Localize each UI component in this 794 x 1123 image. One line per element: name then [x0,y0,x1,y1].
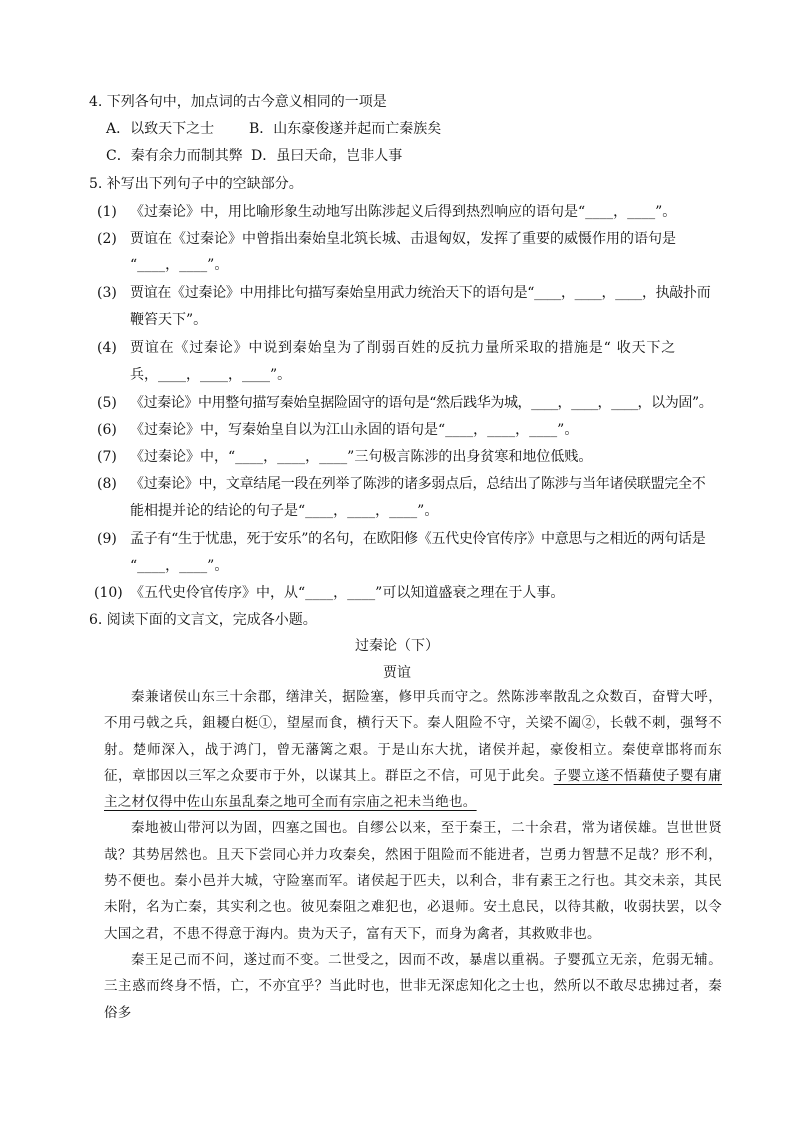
q5-item-text: 孟子有“生于忧患，死于安乐”的名句，在欧阳修《五代史伶官传序》中意思与之相近的两句话是 [130,531,706,547]
q5-item-number: (6) [97,422,117,438]
paragraph-1-text: 秦兼诸侯山东三十余郡，缮津关，据险塞，修甲兵而守之。然陈涉率散乱之众数百，奋臂大呼，不用弓戟之兵，鉏耰白梃①，望屋而食，横行天下。秦人阻险不守，关梁不阖②，长戟不刺，强弩不射。楚师深入，战于鸿门，曾无藩篱之艰。于是山东大扰，诸侯并起，豪俊相立。秦使章邯将而东征，章邯因以三军之众要市于外，以谋其上。群臣之不信，可见于此矣。 [104,689,722,784]
q5-item-text-cont: 兵，____，____，____”。 [130,367,292,383]
underlined-sentence: 子婴立遂不悟藉使子婴有庸主之材仅得中佐山东虽乱秦之地可全而有宗庙之祀未当绝也。 [104,767,722,811]
q5-item-number: (2) [97,231,117,247]
q5-item-text: 《过秦论》中，写秦始皇自以为江山永固的语句是“____，____，____”。 [130,422,579,438]
q5-item-text-cont: “____，____”。 [130,257,229,273]
q4-option-a: A．以致天下之士 [106,121,215,137]
q5-item-text: 贾谊在《过秦论》中曾指出秦始皇北筑长城、击退匈奴，发挥了重要的威慑作用的语句是 [130,231,676,247]
q4-option-b: B．山东豪俊遂并起而亡秦族矣 [249,121,442,137]
q5-item-text: 《五代史伶官传序》中，从“____，____”可以知道盛衰之理在于人事。 [130,585,565,601]
q5-item-text: 《过秦论》中用整句描写秦始皇据险固守的语句是“然后践华为城，____，____，____，以为固”。 [130,395,713,411]
passage-paragraph-1 [104,684,722,815]
q5-item-text: 《过秦论》中，用比喻形象生动地写出陈涉起义后得到热烈响应的语句是“____，____”。 [130,204,677,220]
q5-item-number: (7) [97,449,117,465]
q5-item-number: (9) [97,531,117,547]
q5-item-text: 贾谊在《过秦论》中说到秦始皇为了削弱百姓的反抗力量所采取的措施是“ 收天下之 [130,340,677,356]
q5-stem: 5. 补写出下列句子中的空缺部分。 [89,176,303,192]
q4-option-c: C．秦有余力而制其弊 [106,148,243,164]
passage-paragraph-2: 秦地被山带河以为固，四塞之国也。自缪公以来，至于秦王，二十余君，常为诸侯雄。岂世世贤哉？其势居然也。且天下尝同心并力攻秦矣，然困于阻险而不能进者，岂勇力智慧不足哉？形不利，势不便也。秦小邑并大城，守险塞而军。诸侯起于匹夫，以利合，非有素王之行也。其交未亲，其民未附，名为亡秦，其实利之也。彼见秦阻之难犯也，必退师。安土息民，以待其敝，收弱扶罢，以令大国之君，不患不得意于海内。贵为天子，富有天下，而身为禽者，其救败非也。 [104,820,722,942]
q5-item-number: (8) [97,476,117,492]
q4-option-d: D．虽曰天命，岂非人事 [251,148,403,164]
q5-item-number: (1) [97,204,117,220]
q5-item-number: (10) [94,585,123,601]
passage-author: 贾谊 [383,665,411,681]
q5-item-text: 贾谊在《过秦论》中用排比句描写秦始皇用武力统治天下的语句是“____，____，____，执敲扑而 [130,285,711,301]
q5-item-text: 《过秦论》中，“____，____，____”三句极言陈涉的出身贫寒和地位低贱。 [130,449,593,465]
q5-item-number: (3) [97,285,117,301]
q5-item-text-cont: 鞭笞天下”。 [130,312,208,328]
q4-stem: 4. 下列各句中，加点词的古今意义相同的一项是 [89,94,387,110]
q5-item-text-cont: 能相提并论的结论的句子是“____，____，____”。 [130,503,439,519]
q6-stem: 6. 阅读下面的文言文，完成各小题。 [89,612,317,628]
q5-item-text-cont: “____，____”。 [130,558,229,574]
passage-body [104,684,722,1026]
passage-paragraph-3: 秦王足己而不问，遂过而不变。二世受之，因而不改，暴虐以重祸。子婴孤立无亲，危弱无辅。三主惑而终身不悟，亡，不亦宜乎？当此时也，世非无深虑知化之士也，然所以不敢尽忠拂过者，秦俗多 [104,951,722,1021]
q5-item-number: (4) [97,340,117,356]
q5-item-number: (5) [97,395,117,411]
passage-title: 过秦论（下） [355,638,439,654]
q5-item-text: 《过秦论》中，文章结尾一段在列举了陈涉的诸多弱点后，总结出了陈涉与当年诸侯联盟完全不 [130,476,706,492]
